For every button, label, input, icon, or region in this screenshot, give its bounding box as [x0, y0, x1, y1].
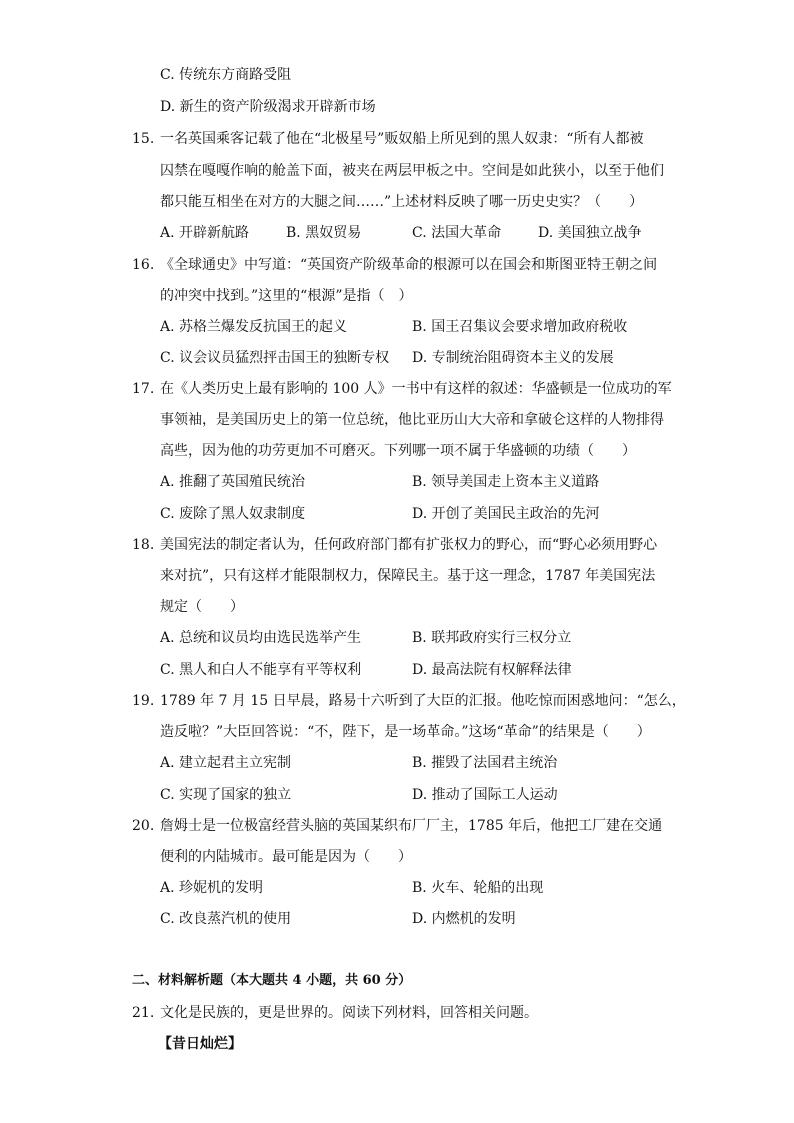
- q17-option-d[interactable]: D. 开创了美国民主政治的先河: [412, 506, 600, 522]
- q16-option-c[interactable]: C. 议会议员猛烈抨击国王的独断专权: [160, 350, 390, 366]
- q17-option-a[interactable]: A. 推翻了英国殖民统治: [160, 474, 306, 490]
- q20-option-b[interactable]: B. 火车、轮船的出现: [412, 880, 544, 896]
- q15-option-b[interactable]: B. 黑奴贸易: [286, 225, 362, 241]
- q15-option-d[interactable]: D. 美国独立战争: [538, 225, 642, 241]
- q18-option-d[interactable]: D. 最高法院有权解释法律: [412, 662, 572, 678]
- q17-stem-line-2: 事领袖，是美国历史上的第一位总统，他比亚历山大大帝和拿破仑这样的人物排得: [160, 412, 664, 428]
- section-heading: 二、材料解析题（本大题共 4 小题，共 60 分）: [132, 973, 412, 988]
- q18-stem-line-1: 美国宪法的制定者认为，任何政府部门都有扩张权力的野心，而“野心必须用野心: [160, 537, 658, 553]
- q21-subheading: 【昔日灿烂】: [158, 1036, 242, 1052]
- q20-stem-line-2: 便利的内陆城市。最可能是因为（ ）: [160, 849, 412, 865]
- q20-option-d[interactable]: D. 内燃机的发明: [412, 911, 516, 927]
- q18-option-a[interactable]: A. 总统和议员均由选民选举产生: [160, 630, 362, 646]
- q14-option-c: C. 传统东方商路受阻: [160, 67, 292, 83]
- q16-stem-line-2: 的冲突中找到。”这里的“根源”是指（ ）: [160, 288, 413, 304]
- q15-stem-line-1: 一名英国乘客记载了他在“北极星号”贩奴船上所见到的黑人奴隶：“所有人都被: [160, 131, 644, 147]
- q15-stem-line-2: 囚禁在嘎嘎作响的舱盖下面，被夹在两层甲板之中。空间是如此狭小，以至于他们: [160, 163, 664, 179]
- q19-option-b[interactable]: B. 摧毁了法国君主统治: [412, 755, 558, 771]
- q15-option-a[interactable]: A. 开辟新航路: [160, 225, 250, 241]
- q17-option-c[interactable]: C. 废除了黑人奴隶制度: [160, 506, 306, 522]
- q21-stem: 文化是民族的，更是世界的。阅读下列材料，回答相关问题。: [160, 1005, 538, 1021]
- q16-option-b[interactable]: B. 国王召集议会要求增加政府税收: [412, 319, 628, 335]
- q19-option-d[interactable]: D. 推动了国际工人运动: [412, 787, 558, 803]
- q15-number: 15.: [132, 131, 155, 147]
- q20-option-c[interactable]: C. 改良蒸汽机的使用: [160, 911, 292, 927]
- q17-stem-line-3: 高些，因为他的功劳更加不可磨灭。下列哪一项不属于华盛顿的功绩（ ）: [160, 443, 636, 459]
- q18-number: 18.: [132, 537, 155, 553]
- q15-option-c[interactable]: C. 法国大革命: [412, 225, 502, 241]
- q18-option-c[interactable]: C. 黑人和白人不能享有平等权利: [160, 662, 362, 678]
- q19-option-a[interactable]: A. 建立起君主立宪制: [160, 755, 292, 771]
- q21-number: 21.: [132, 1005, 155, 1021]
- q16-number: 16.: [132, 257, 155, 273]
- q18-stem-line-3: 规定（ ）: [160, 599, 244, 615]
- q17-option-b[interactable]: B. 领导美国走上资本主义道路: [412, 474, 600, 490]
- q19-number: 19.: [132, 693, 155, 709]
- q14-option-d: D. 新生的资产阶级渴求开辟新市场: [160, 99, 376, 115]
- q18-option-b[interactable]: B. 联邦政府实行三权分立: [412, 630, 572, 646]
- q18-stem-line-2: 来对抗”，只有这样才能限制权力，保障民主。基于这一理念，1787 年美国宪法: [160, 568, 656, 584]
- q16-option-d[interactable]: D. 专制统治阻碍资本主义的发展: [412, 350, 614, 366]
- q17-number: 17.: [132, 381, 155, 397]
- q16-option-a[interactable]: A. 苏格兰爆发反抗国王的起义: [160, 319, 348, 335]
- q20-stem-line-1: 詹姆士是一位极富经营头脑的英国某织布厂厂主，1785 年后，他把工厂建在交通: [160, 818, 663, 834]
- q17-stem-line-1: 在《人类历史上最有影响的 100 人》一书中有这样的叙述：华盛顿是一位成功的军: [160, 381, 672, 397]
- q19-option-c[interactable]: C. 实现了国家的独立: [160, 787, 292, 803]
- q15-stem-line-3: 都只能互相坐在对方的大腿之间……”上述材料反映了哪一历史史实？（ ）: [160, 194, 644, 210]
- q19-stem-line-2: 造反啦？”大臣回答说：“不，陛下，是一场革命。”这场“革命”的结果是（ ）: [160, 724, 651, 740]
- q20-option-a[interactable]: A. 珍妮机的发明: [160, 880, 264, 896]
- q16-stem-line-1: 《全球通史》中写道：“英国资产阶级革命的根源可以在国会和斯图亚特王朝之间: [160, 257, 658, 273]
- q19-stem-line-1: 1789 年 7 月 15 日早晨，路易十六听到了大臣的汇报。他吃惊而困惑地问：“怎么，: [160, 693, 686, 709]
- q20-number: 20.: [132, 818, 155, 834]
